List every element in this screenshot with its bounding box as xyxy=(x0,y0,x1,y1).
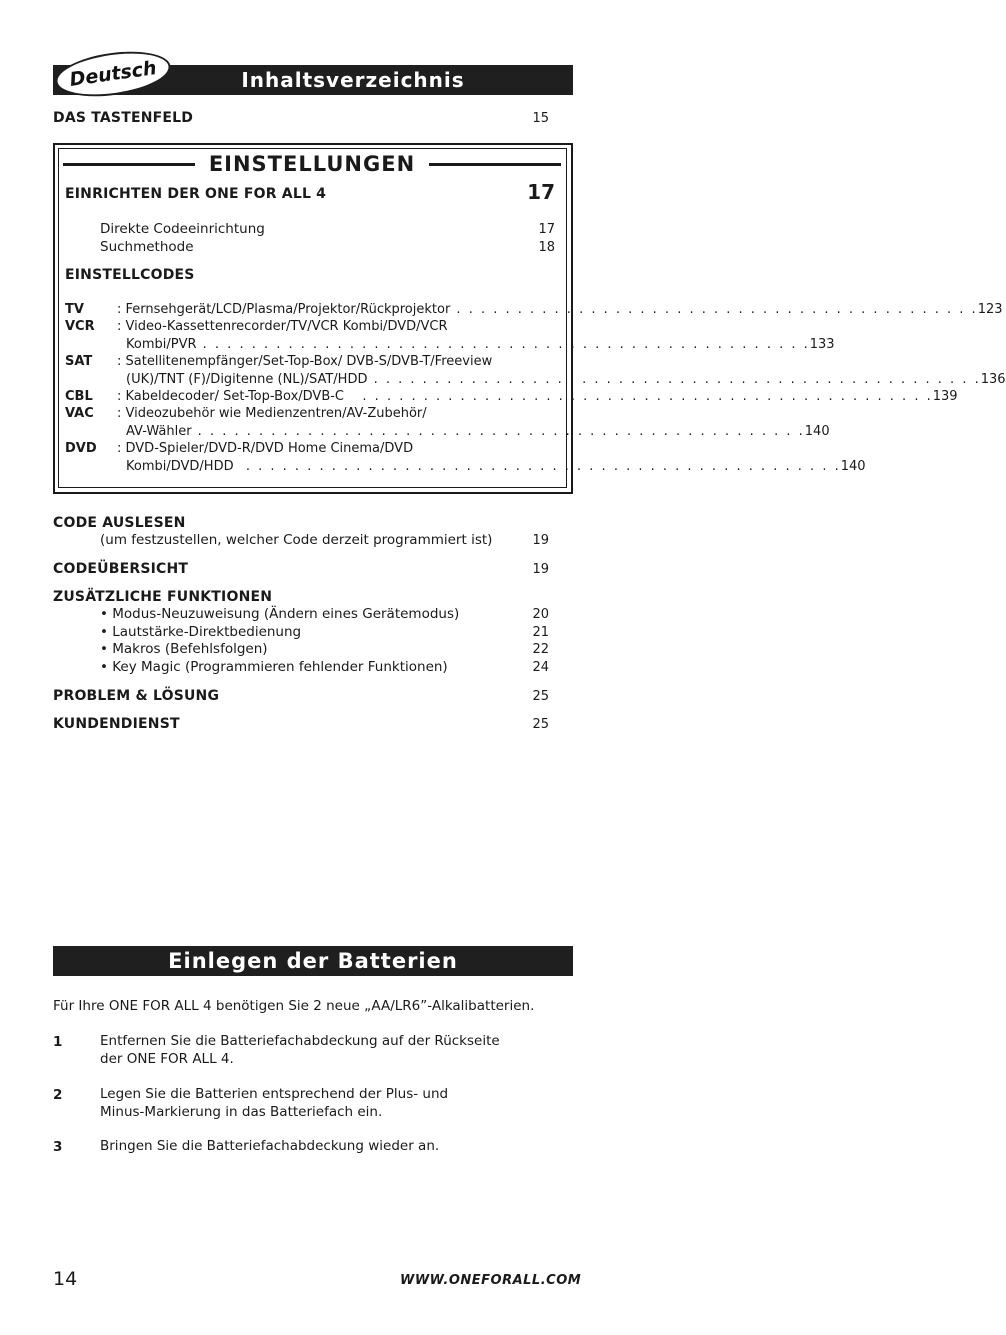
toc-entry-code-auslesen[interactable]: CODE AUSLESEN xyxy=(53,515,186,531)
page-number: 140 xyxy=(840,459,866,474)
leader-dots: . . . . . . . . . . . . . . . . . . . . . . . . . . . . . . . . . . . . . . . . . . . xyxy=(450,302,978,317)
page-number: 19 xyxy=(532,533,549,548)
toc-entry-einrichten[interactable]: EINRICHTEN DER ONE FOR ALL 4 xyxy=(65,186,327,202)
code-desc: : Kabeldecoder/ Set-Top-Box/DVB-C xyxy=(117,389,345,404)
code-desc: : Video-Kassettenrecorder/TV/VCR Kombi/DVD/VCR xyxy=(117,319,448,334)
page-number: 24 xyxy=(532,660,549,675)
code-desc-cont: Kombi/PVR xyxy=(126,337,197,352)
page-number: 123 xyxy=(977,302,1003,317)
page-number: 25 xyxy=(532,717,549,732)
footer-url[interactable]: WWW.ONEFORALL.COM xyxy=(400,1273,582,1288)
toc-title: Inhaltsverzeichnis xyxy=(241,68,465,92)
page-number: 15 xyxy=(532,111,549,126)
toc-entry-suchmethode[interactable]: Suchmethode xyxy=(100,239,194,255)
code-desc-cont: AV-Wähler xyxy=(126,424,192,439)
code-entry-vcr[interactable] xyxy=(126,337,835,352)
batterien-header-bar xyxy=(53,946,573,976)
code-desc: : DVD-Spieler/DVD-R/DVD Home Cinema/DVD xyxy=(117,441,414,456)
code-label: DVD xyxy=(65,441,97,456)
code-entry-dvd[interactable] xyxy=(126,459,866,474)
code-label: SAT xyxy=(65,354,93,369)
einstellcodes-heading: EINSTELLCODES xyxy=(65,267,195,283)
page-number: 17 xyxy=(527,180,555,204)
page-number: 19 xyxy=(532,562,549,577)
code-auslesen-sub: (um festzustellen, welcher Code derzeit programmiert ist) xyxy=(100,532,493,548)
leader-dots: . . . . . . . . . . . . . . . . . . . . . . . . . . . . . . . . . . . . . . . . . . . . . . . . . . xyxy=(367,372,981,387)
page-number: 17 xyxy=(538,222,555,237)
step-text: Entfernen Sie die Batteriefachabdeckung auf der Rückseite xyxy=(100,1033,500,1049)
step-number: 3 xyxy=(53,1139,63,1155)
page-number: 22 xyxy=(532,642,549,657)
step-text-cont: der ONE FOR ALL 4. xyxy=(100,1051,234,1067)
language-badge: Deutsch xyxy=(53,45,174,103)
leader-dots: . . . . . . . . . . . . . . . . . . . . . . . . . . . . . . . . . . . . . . . . . . . . . . . xyxy=(344,389,933,404)
toc-entry-problem[interactable]: PROBLEM & LÖSUNG xyxy=(53,688,220,704)
step-text-cont: Minus-Markierung in das Batteriefach ein. xyxy=(100,1104,383,1120)
batterien-intro: Für Ihre ONE FOR ALL 4 benötigen Sie 2 neue „AA/LR6”-Alkalibatterien. xyxy=(53,998,535,1014)
code-entry-vac[interactable] xyxy=(126,424,830,439)
page-number: 20 xyxy=(532,607,549,622)
page-number: 140 xyxy=(804,424,830,439)
step-number: 2 xyxy=(53,1087,63,1103)
toc-entry-tastenfeld[interactable]: DAS TASTENFELD xyxy=(53,110,194,126)
page-number: 25 xyxy=(532,689,549,704)
leader-dots: . . . . . . . . . . . . . . . . . . . . . . . . . . . . . . . . . . . . . . . . . . . . . . . . . . xyxy=(191,424,805,439)
toc-entry-zusatz[interactable]: ZUSÄTZLICHE FUNKTIONEN xyxy=(53,589,273,605)
toc-entry-codeuebersicht[interactable]: CODEÜBERSICHT xyxy=(53,561,189,577)
code-entry-sat[interactable] xyxy=(126,372,1006,387)
page-number: 136 xyxy=(980,372,1006,387)
code-entry-tv[interactable] xyxy=(117,302,1003,317)
page-number: 133 xyxy=(809,337,835,352)
page-number: 18 xyxy=(538,240,555,255)
code-desc: : Videozubehör wie Medienzentren/AV-Zubehör/ xyxy=(117,406,427,421)
einstellungen-title-row xyxy=(63,150,561,178)
code-desc: : Satellitenempfänger/Set-Top-Box/ DVB-S/DVB-T/Freeview xyxy=(117,354,493,369)
toc-subentry[interactable]: • Key Magic (Programmieren fehlender Funktionen) xyxy=(100,659,448,675)
step-text: Bringen Sie die Batteriefachabdeckung wieder an. xyxy=(100,1138,440,1154)
footer-page-number: 14 xyxy=(53,1268,78,1290)
einstellungen-title: EINSTELLUNGEN xyxy=(201,152,423,176)
code-label: CBL xyxy=(65,389,93,404)
code-label: TV xyxy=(65,302,84,317)
page-number: 21 xyxy=(532,625,549,640)
step-number: 1 xyxy=(53,1034,63,1050)
leader-dots: . . . . . . . . . . . . . . . . . . . . . . . . . . . . . . . . . . . . . . . . . . . . . . . . . . xyxy=(196,337,810,352)
toc-subentry[interactable]: • Makros (Befehlsfolgen) xyxy=(100,641,268,657)
code-label: VAC xyxy=(65,406,94,421)
code-desc-cont: Kombi/DVD/HDD xyxy=(126,459,234,474)
code-label: VCR xyxy=(65,319,95,334)
code-desc-cont: (UK)/TNT (F)/Digitenne (NL)/SAT/HDD xyxy=(126,372,368,387)
toc-subentry[interactable]: • Lautstärke-Direktbedienung xyxy=(100,624,302,640)
step-text: Legen Sie die Batterien entsprechend der Plus- und xyxy=(100,1086,449,1102)
page-number: 139 xyxy=(932,389,958,404)
batterien-title: Einlegen der Batterien xyxy=(168,949,458,973)
leader-dots: . . . . . . . . . . . . . . . . . . . . . . . . . . . . . . . . . . . . . . . . . . . . . . . . . xyxy=(233,459,841,474)
toc-subentry[interactable]: • Modus-Neuzuweisung (Ändern eines Gerätemodus) xyxy=(100,606,460,622)
toc-entry-direkte[interactable]: Direkte Codeeinrichtung xyxy=(100,221,265,237)
code-entry-cbl[interactable] xyxy=(117,389,958,404)
code-desc: : Fernsehgerät/LCD/Plasma/Projektor/Rückprojektor xyxy=(117,302,451,317)
toc-entry-kundendienst[interactable]: KUNDENDIENST xyxy=(53,716,180,732)
